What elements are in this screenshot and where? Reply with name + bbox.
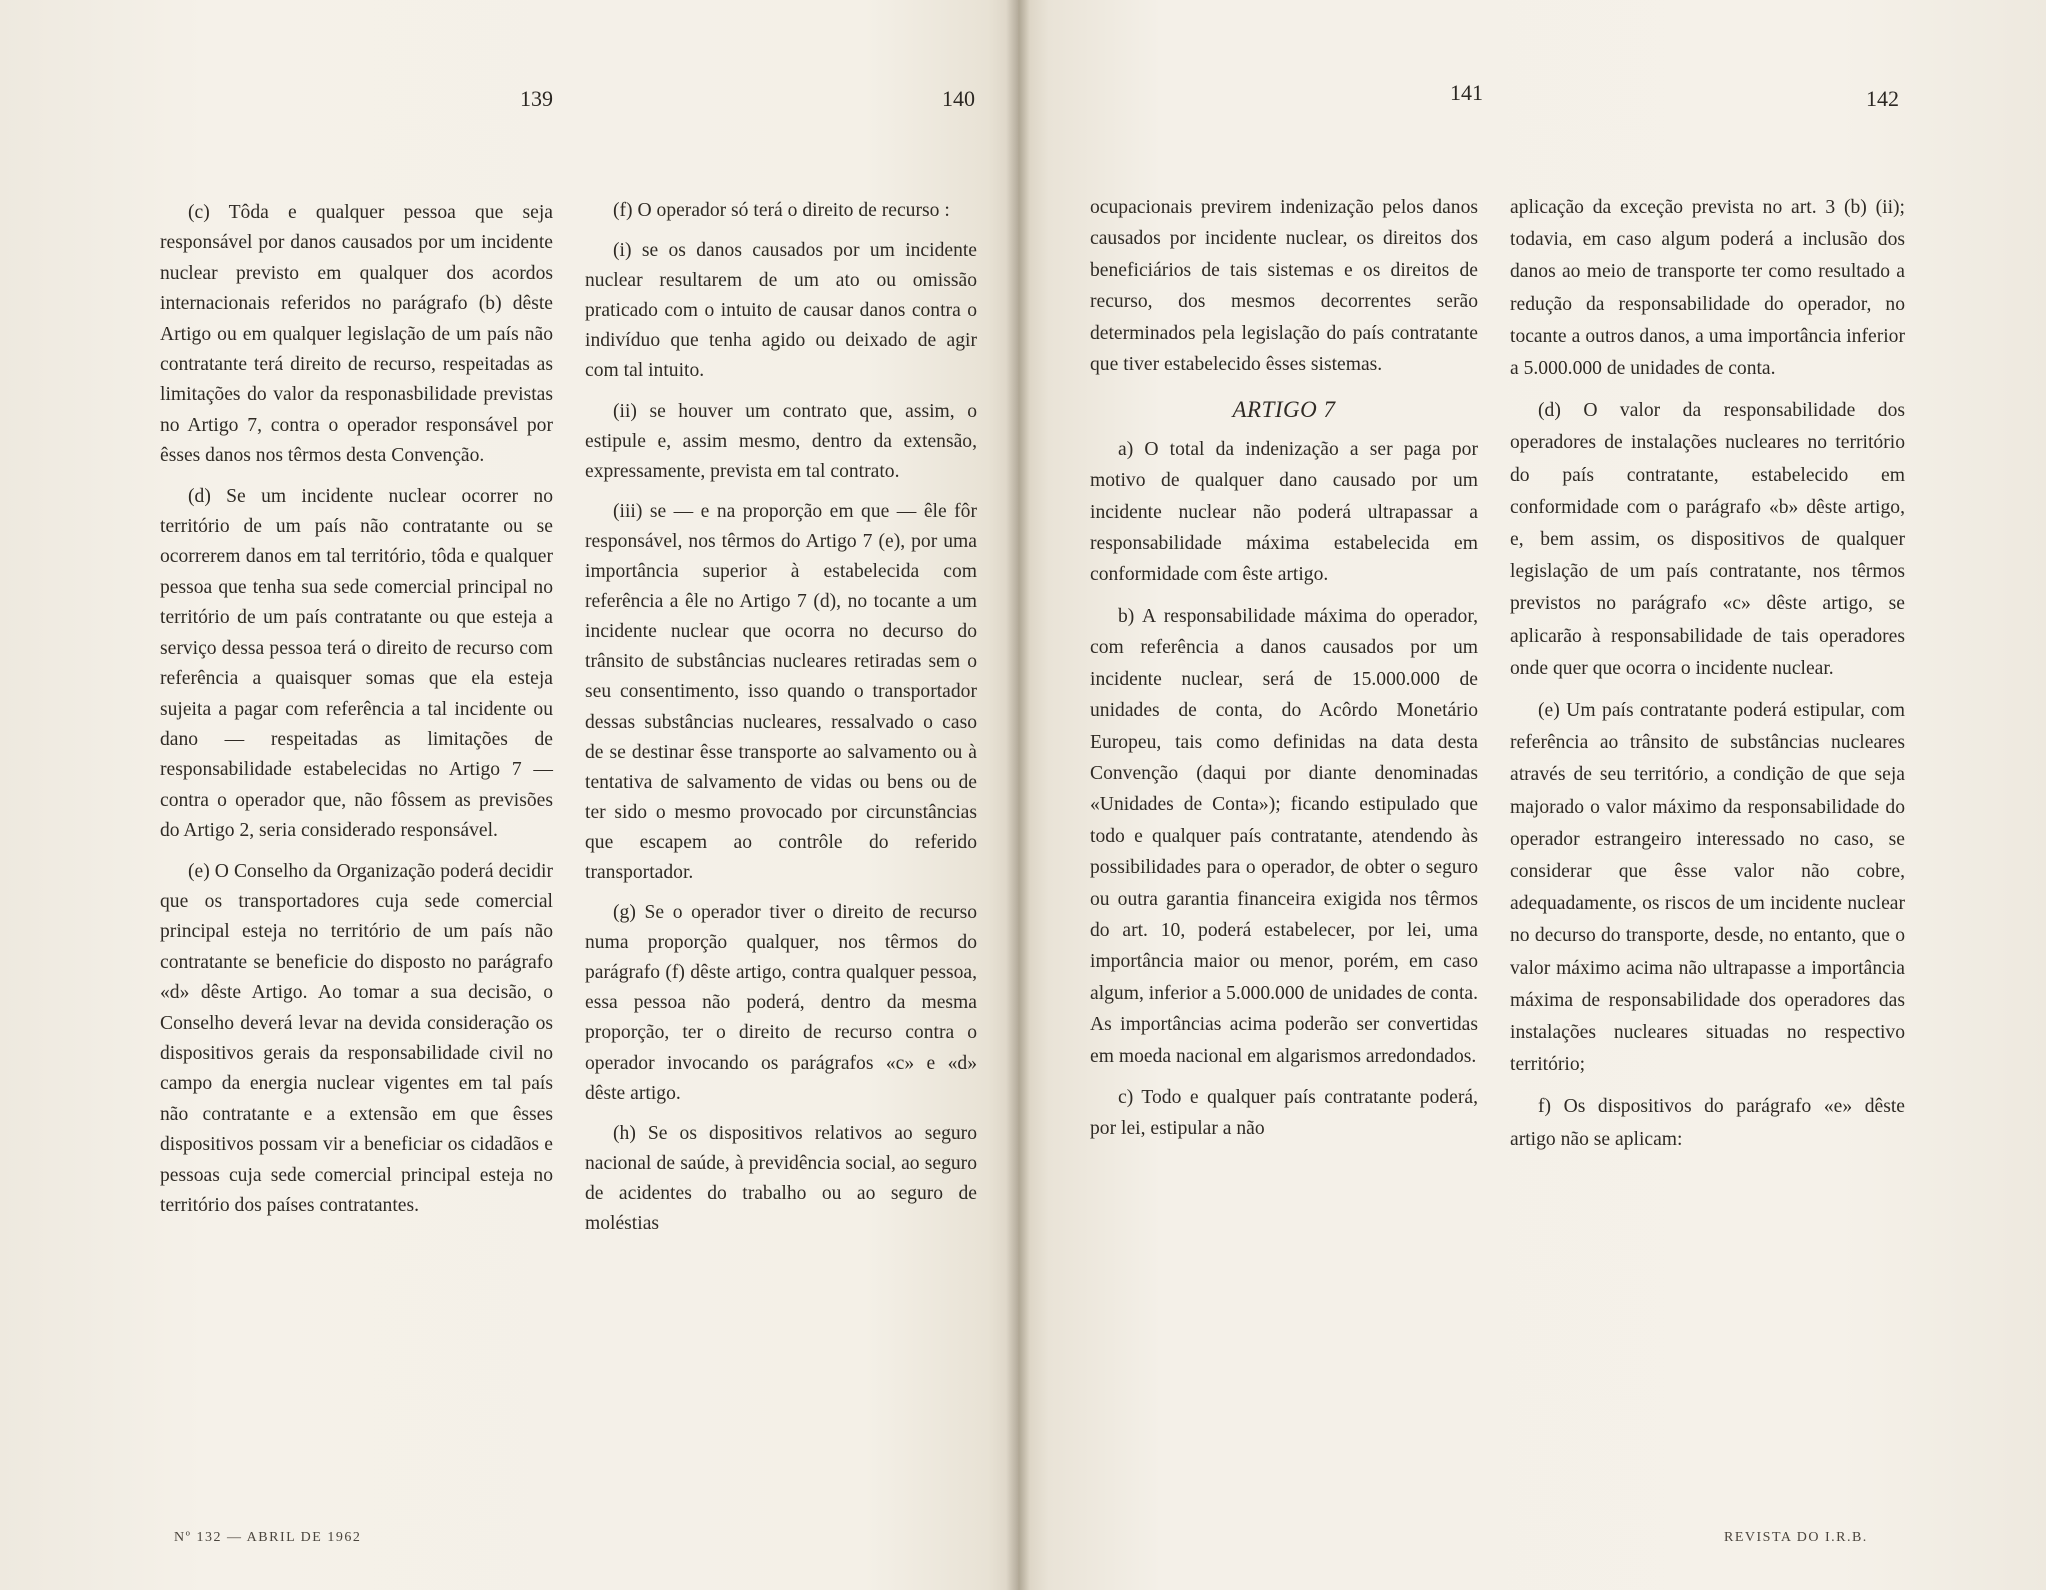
paragraph: (i) se os danos causados por um incidente nuclear resultarem de um ato ou omissão praticado com o intuito de causar danos contra o indivíduo que tenha agido ou deixado de agir com tal intuito. bbox=[585, 240, 977, 382]
page-number-140: 140 bbox=[942, 86, 975, 111]
paragraph: (g) Se o operador tiver o direito de recurso numa proporção qualquer, nos têrmos do parágrafo (f) dêste artigo, contra qualquer pessoa, essa pessoa não poderá, dentro da mesma proporção, ter o direito de recurso contra o operador invocando os parágrafos «c» e «d» dêste artigo. bbox=[585, 902, 977, 1104]
paragraph: (e) Um país contratante poderá estipular, com referência ao trânsito de substâncias nucleares através de seu território, a condição de que seja majorado o valor máximo da responsabilidade do operador estrangeiro interessado no caso, se considerar que êsse valor não cobre, adequadamente, os riscos de um incidente nuclear no decurso do transporte, desde, no entanto, que o valor máximo acima não ultrapasse a importância máxima de responsabilidade dos operadores das instalações nucleares situadas no respectivo território; bbox=[1510, 700, 1905, 1076]
column-page-139 bbox=[160, 198, 553, 1231]
article-heading: ARTIGO 7 bbox=[1232, 397, 1336, 423]
paragraph: (ii) se houver um contrato que, assim, o estipule e, assim mesmo, dentro da extensão, expressamente, prevista em tal contrato. bbox=[585, 400, 977, 482]
paragraph: b) A responsabilidade máxima do operador, com referência a danos causados por um incidente nuclear, será de 15.000.000 de unidades de conta, do Acôrdo Monetário Europeu, tais como definidas na data desta Convenção (daqui por diante denominadas «Unidades de Conta»); ficando estipulado que todo e qualquer país contratante, atendendo às possibilidades para o operador, de obter o seguro ou outra garantia financeira exigida nos têrmos do art. 10, poderá estabelecer, por lei, uma importância maior ou menor, porém, em caso algum, inferior a 5.000.000 de unidades de conta. As importâncias acima poderão ser convertidas em moeda nacional em algarismos arredondados. bbox=[1090, 605, 1478, 1067]
footer-issue: Nº 132 — ABRIL DE 1962 bbox=[174, 1530, 362, 1545]
page-number-142: 142 bbox=[1866, 86, 1899, 111]
column-page-140 bbox=[585, 196, 977, 1249]
paragraph: (f) O operador só terá o direito de recurso : bbox=[613, 200, 950, 221]
paragraph: aplicação da exceção prevista no art. 3 (b) (ii); todavia, em caso algum poderá a inclusão dos danos ao meio de transporte ter como resultado a redução da responsabilidade do operador, no tocante a outros danos, a uma importância inferior a 5.000.000 de unidades de conta. bbox=[1510, 197, 1905, 380]
paragraph: c) Todo e qualquer país contratante poderá, por lei, estipular a não bbox=[1090, 1086, 1478, 1140]
page-number-141: 141 bbox=[1450, 80, 1483, 105]
column-page-141 bbox=[1090, 192, 1478, 1155]
paragraph: (d) Se um incidente nuclear ocorrer no território de um país não contratante ou se ocorrerem danos em tal território, tôda e qualquer pessoa que tenha sua sede comercial principal no território de um país contratante ou que esteja a serviço dessa pessoa terá o direito de recurso com referência a quaisquer somas que ela esteja sujeita a pagar com referência a tal incidente ou dano — respeitadas as limitações de responsabilidade estabelecidas no Artigo 7 — contra o operador que, não fôssem as previsões do Artigo 2, seria considerado responsável. bbox=[160, 485, 553, 842]
paragraph: a) O total da indenização a ser paga por motivo de qualquer dano causado por um incidente nuclear não poderá ultrapassar a responsabilidade máxima estabelecida em conformidade com êste artigo. bbox=[1090, 438, 1478, 586]
paragraph: (e) O Conselho da Organização poderá decidir que os transportadores cuja sede comercial principal esteja no território de um país não contratante se beneficie do disposto no parágrafo «d» dêste Artigo. Ao tomar a sua decisão, o Conselho deverá levar na devida consideração os dispositivos gerais da responsabilidade civil no campo da energia nuclear vigentes em tal país não contratante e a extensão em que êsses dispositivos possam vir a beneficiar os cidadãos e pessoas cuja sede comercial principal esteja no território dos países contratantes. bbox=[160, 860, 553, 1216]
paragraph: (h) Se os dispositivos relativos ao seguro nacional de saúde, à previdência social, ao seguro de acidentes do trabalho ou ao seguro de moléstias bbox=[585, 1122, 977, 1234]
paragraph: (iii) se — e na proporção em que — êle fôr responsável, nos têrmos do Artigo 7 (e), por uma importância superior à estabelecida com referência a êle no Artigo 7 (d), no tocante a um incidente nuclear que ocorra no decurso do trânsito de substâncias nucleares retiradas sem o seu consentimento, isso quando o transportador dessas substâncias nucleares, ressalvado o caso de se destinar êsse transporte ao salvamento ou à tentativa de salvamento de vidas ou bens ou de ter sido o mesmo provocado por circunstâncias que escapem ao contrôle do referido transportador. bbox=[585, 500, 977, 883]
footer-journal: REVISTA DO I.R.B. bbox=[1724, 1530, 1868, 1545]
paragraph: f) Os dispositivos do parágrafo «e» dêste artigo não se aplicam: bbox=[1510, 1096, 1905, 1150]
book-gutter bbox=[1006, 0, 1030, 1590]
column-page-142 bbox=[1510, 192, 1905, 1166]
paragraph: (c) Tôda e qualquer pessoa que seja responsável por danos causados por um incidente nuclear previsto em qualquer dos acordos internacionais referidos no parágrafo (b) dêste Artigo ou em qualquer legislação de um país não contratante terá direito de recurso, respeitadas as limitações do valor da responasbilidade previstas no Artigo 7, contra o operador responsável por êsses danos nos têrmos desta Convenção. bbox=[160, 202, 553, 467]
page-number-139: 139 bbox=[520, 86, 553, 111]
paragraph: ocupacionais previrem indenização pelos danos causados por incidente nuclear, os direitos dos beneficiários de tais sistemas e os direitos de recurso, dos mesmos decorrentes serão determinados pela legislação do país contratante que tiver estabelecido êsses sistemas. bbox=[1090, 197, 1478, 376]
paragraph: (d) O valor da responsabilidade dos operadores de instalações nucleares no território do país contratante, estabelecido em conformidade com o parágrafo «b» dêste artigo, e, bem assim, os dispositivos de qualquer legislação de um país contratante, nos têrmos previstos no parágrafo «c» dêste artigo, se aplicarão à responsabilidade de tais operadores onde quer que ocorra o incidente nuclear. bbox=[1510, 400, 1905, 679]
